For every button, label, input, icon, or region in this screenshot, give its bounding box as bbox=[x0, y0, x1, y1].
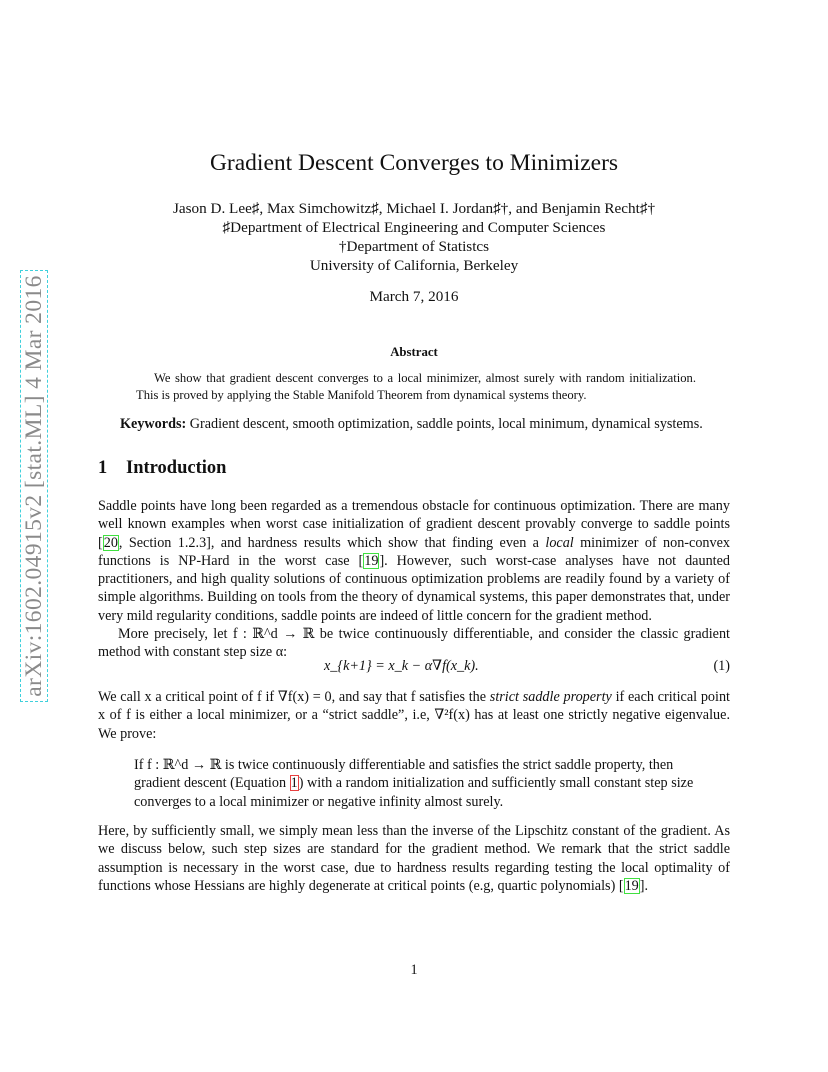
equation-reference-link[interactable]: 1 bbox=[290, 775, 298, 792]
affiliation-eecs: ♯Department of Electrical Engineering and Computer Sciences bbox=[222, 219, 606, 236]
citation-link[interactable]: 20 bbox=[103, 534, 118, 551]
equation-body: x_{k+1} = x_k − α∇f(x_k). bbox=[324, 658, 479, 674]
arxiv-identifier-stamp: arXiv:1602.04915v2 [stat.ML] 4 Mar 2016 bbox=[20, 256, 48, 716]
paper-title: Gradient Descent Converges to Minimizers bbox=[209, 150, 619, 176]
citation-link[interactable]: 19 bbox=[364, 552, 379, 569]
keywords-text: Gradient descent, smooth optimization, saddle points, local minimum, dynamical systems. bbox=[186, 416, 703, 432]
section-title: Introduction bbox=[126, 458, 227, 478]
citation-link[interactable]: 19 bbox=[624, 877, 639, 894]
author-list: Jason D. Lee♯, Max Simchowitz♯, Michael I. Jordan♯†, and Benjamin Recht♯† bbox=[172, 200, 656, 217]
intro-paragraph-1: Saddle points have long been regarded as a tremendous obstacle for continuous optimization. There are many well known examples when worst case initialization of gradient descent provably converge to saddle points [20, Section 1.2.3], and hardness results which show that finding even a local minimizer of non-convex functions is NP-Hard in the worst case [19]. However, such worst-case analyses have not daunted practitioners, and high quality solutions of continuous optimization problems are readily found by a variety of simple algorithms. Building on tools from the theory of dynamical systems, this paper demonstrates that, under very mild regularity conditions, saddle points are indeed of little concern for the gradient method. bbox=[98, 498, 730, 624]
abstract-heading: Abstract bbox=[390, 345, 438, 359]
main-theorem-statement: If f : ℝ^d → ℝ is twice continuously differentiable and satisfies the strict saddle property, then gradient descent (Equation 1) with a random initialization and sufficiently small constant step size converges to a local minimizer or negative infinity almost surely. bbox=[134, 757, 694, 810]
paper-date: March 7, 2016 bbox=[369, 288, 459, 305]
section-heading-introduction bbox=[98, 458, 226, 479]
abstract-text: We show that gradient descent converges to a local minimizer, almost surely with random initialization. This is proved by applying the Stable Manifold Theorem from dynamical systems theory. bbox=[136, 371, 696, 402]
keywords-line bbox=[120, 416, 760, 433]
affiliation-university: University of California, Berkeley bbox=[309, 257, 519, 274]
section-number: 1 bbox=[98, 458, 108, 478]
affiliation-statistics: †Department of Statistcs bbox=[338, 238, 490, 255]
intro-paragraph-2: More precisely, let f : ℝ^d → ℝ be twice continuously differentiable, and consider the classic gradient method with constant step size α: bbox=[98, 626, 730, 661]
intro-paragraph-3: We call x a critical point of f if ∇f(x) = 0, and say that f satisfies the strict saddle property if each critical point x of f is either a local minimizer, or a “strict saddle”, i.e, ∇²f(x) has at least one strictly negative eigenvalue. We prove: bbox=[98, 689, 730, 742]
page-number: 1 bbox=[410, 962, 418, 978]
intro-paragraph-4: Here, by sufficiently small, we simply mean less than the inverse of the Lipschitz constant of the gradient. As we discuss below, such step sizes are standard for the gradient method. We remark that the strict saddle assumption is necessary in the worst case, due to hardness results regarding testing the local optimality of functions whose Hessians are highly degenerate at critical points (e.g, quartic polynomials) [19]. bbox=[98, 823, 730, 894]
keywords-label: Keywords: bbox=[120, 416, 187, 432]
equation-number: (1) bbox=[713, 658, 730, 674]
